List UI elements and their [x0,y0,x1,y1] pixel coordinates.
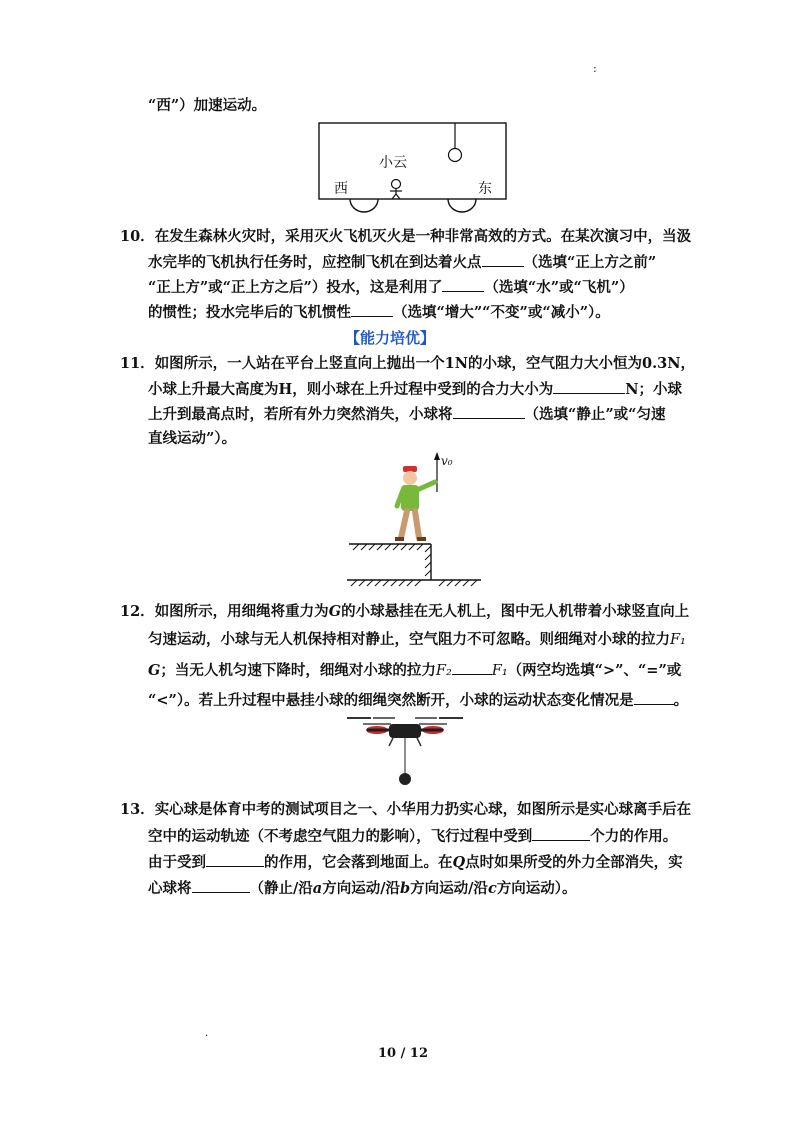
q9-tail-text: “西”）加速运动。 [148,97,267,114]
q13-text-3b: 的作用，它会落到地面上。在 [264,854,453,871]
q10-text-2b: （选填“正上方之前” [523,254,657,271]
q11-line-4 [148,429,236,449]
q13-text-3a: 由于受到 [148,854,206,871]
q13-number: 13． [120,801,155,818]
q13-blank-3[interactable] [192,878,250,893]
q12-text-4b: 。 [673,692,689,709]
q13-text-4e: 方向运动）。 [496,880,577,897]
q13-text-4c: 方向运动/沿 [322,880,400,897]
q10-line-2 [148,252,656,273]
thrower-figure [345,452,485,592]
q13-line-2 [148,826,677,847]
q12-line-1 [120,602,689,622]
bottom-dot: . [205,1028,209,1039]
q11-text-2a: 小球上升最大高度为H，则小球在上升过程中受到的合力大小为 [148,381,554,398]
q12-symbol-g: G [328,603,342,620]
q12-blank-1[interactable] [452,660,492,675]
label-xiaoyun: 小云 [379,155,407,171]
q10-line-4 [148,302,610,323]
q13-text-3c: 点时如果所受的外力全部消失，实 [465,854,683,871]
q11-blank-1[interactable] [553,379,625,394]
drone-figure [345,712,465,792]
q12-text-1a: 如图所示，用细绳将重力为 [154,603,329,620]
q13-text-2a: 空中的运动轨迹（不考虑空气阻力的影响），飞行过程中受到 [148,828,533,845]
q11-line-1 [120,354,695,374]
page-number: 10 [378,1046,397,1061]
q10-text-1: 在发生森林火灾时，采用灭火飞机灭火是一种非常高效的方式。在某次演习中，当汲 [154,228,692,245]
q13-line-1 [120,800,691,820]
q12-symbol-f2: F₂ [435,663,452,679]
q11-number: 11． [120,355,155,372]
q12-number: 12． [120,603,155,620]
q10-blank-1[interactable] [482,252,524,267]
q11-text-2b: N；小球 [625,381,682,398]
q11-line-2 [148,379,682,400]
q13-blank-2[interactable] [206,852,264,867]
q13-line-4 [148,878,577,899]
q12-symbol-f1b: F₁ [491,663,508,679]
q11-blank-2[interactable] [453,404,525,419]
q11-text-4: 直线运动”）。 [148,430,237,447]
q10-blank-3[interactable] [351,302,393,317]
page-footer [378,1046,428,1061]
q13-text-4d: 方向运动/沿 [410,880,488,897]
q13-line-3 [148,852,683,873]
q10-text-3b: （选填“水”或“飞机”） [484,279,634,296]
q12-blank-2[interactable] [634,690,674,705]
q11-text-3b: （选填“静止”或“匀速 [524,406,666,423]
q10-text-4a: 的惯性；投水完毕后的飞机惯性 [148,304,351,321]
q13-text-4a: 心球将 [148,880,192,897]
q11-text-1: 如图所示，一人站在平台上竖直向上抛出一个1N的小球，空气阻力大小恒为0.3N， [154,355,696,372]
q13-letter-a: a [312,880,323,897]
q11-text-3a: 上升到最高点时，若所有外力突然消失，小球将 [148,406,453,423]
q13-blank-1[interactable] [532,826,590,841]
q11-line-3 [148,404,666,425]
q10-text-3a: “正上方”或“正上方之后”）投水，这是利用了 [148,279,443,296]
q13-text-1: 实心球是体育中考的测试项目之一、小华用力扔实心球，如图所示是实心球离手后在 [154,801,692,818]
q12-text-4a: “<”）。若上升过程中悬挂小球的细绳突然断开，小球的运动状态变化情况是 [148,692,634,709]
top-mark: : [593,62,597,75]
q13-text-4b: （静止/沿 [249,880,313,897]
q12-symbol-f1: F₁ [670,632,686,648]
page-total: 12 [409,1046,428,1061]
bus-figure [318,120,508,220]
label-v0: v₀ [441,454,453,468]
q13-letter-b: b [400,880,411,897]
label-east: 东 [478,181,492,197]
q10-text-2a: 水完毕的飞机执行任务时，应控制飞机在到达着火点 [148,254,482,271]
q13-letter-c: c [487,880,497,897]
q12-line-3 [148,660,681,681]
q12-text-3b: （两空均选填“>”、“=”或 [507,662,682,679]
q10-line-1 [120,227,691,247]
q12-text-2a: 匀速运动，小球与无人机保持相对静止，空气阻力不可忽略。则细绳对小球的拉力 [148,631,670,648]
section-title: 【能力培优】 [345,329,436,347]
q10-text-4b: （选填“增大”“不变”或“减小”）。 [393,304,610,321]
q10-number: 10． [120,228,155,245]
q12-text-1b: 的小球悬挂在无人机上，图中无人机带着小球竖直向上 [341,603,690,620]
label-west: 西 [334,181,348,197]
q12-symbol-g2: G [148,662,161,679]
q12-line-4 [148,690,688,711]
page-separator: / [400,1046,406,1061]
q13-text-2b: 个力的作用。 [590,828,678,845]
q12-text-3a: ；当无人机匀速下降时，细绳对小球的拉力 [160,662,436,679]
q10-blank-2[interactable] [442,277,484,292]
q12-line-2 [148,630,686,650]
q10-line-3 [148,277,634,298]
q13-symbol-q: Q [452,854,466,871]
